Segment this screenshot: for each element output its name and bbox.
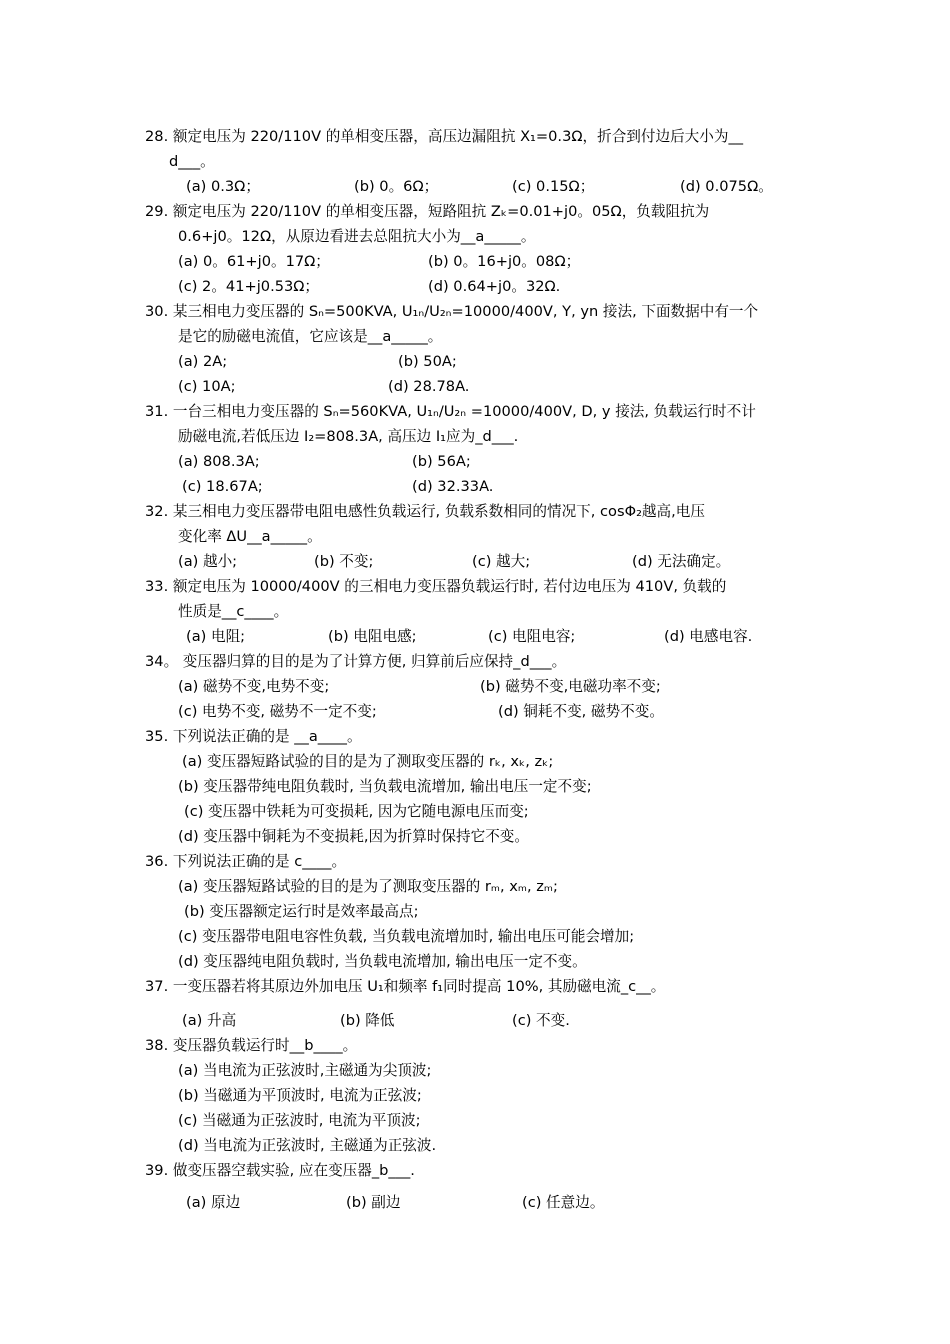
option-d: (d) 28.78A. (388, 378, 470, 395)
option-c: (c) 变压器中铁耗为可变损耗, 因为它随电源电压而变; (184, 803, 529, 820)
option-b: (b) 50A; (398, 353, 457, 370)
option-d: (d) 当电流为正弦波时, 主磁通为正弦波. (178, 1137, 437, 1154)
option-c: (c) 2。41+j0.53Ω； (178, 278, 320, 295)
option-a: (a) 升高 (182, 1012, 237, 1029)
question-text: 35. 下列说法正确的是 __a____。 (145, 728, 362, 745)
option-c: (c) 10A; (178, 378, 236, 395)
option-a: (a) 磁势不变,电势不变; (178, 678, 330, 695)
option-c: (c) 电势不变, 磁势不一定不变; (178, 703, 377, 720)
question-text: 31. 一台三相电力变压器的 Sₙ=560KVA, U₁ₙ/U₂ₙ =10000/400V, D, y 接法, 负载运行时不计 (145, 403, 756, 420)
option-c: (c) 不变. (512, 1012, 570, 1029)
question-28 (145, 124, 810, 174)
question-38 (145, 1033, 810, 1058)
question-text: 37. 一变压器若将其原边外加电压 U₁和频率 f₁同时提高 10%, 其励磁电流_c__。 (145, 978, 666, 995)
option-a: (a) 电阻; (186, 628, 246, 645)
question-text: 32. 某三相电力变压器带电阻电感性负载运行, 负载系数相同的情况下, cosΦ₂越高,电压 (145, 503, 705, 520)
question-text: 34。 变压器归算的目的是为了计算方便, 归算前后应保持_d___。 (145, 653, 567, 670)
option-a: (a) 原边 (186, 1194, 241, 1211)
question-29 (145, 199, 810, 249)
option-a: (a) 变压器短路试验的目的是为了测取变压器的 rₖ, xₖ, zₖ; (182, 753, 554, 770)
option-a: (a) 越小; (178, 553, 238, 570)
option-b: (b) 0。16+j0。08Ω； (428, 253, 581, 270)
option-b: (b) 磁势不变,电磁功率不变; (480, 678, 661, 695)
question-33 (145, 574, 810, 624)
question-text-cont: 是它的励磁电流值，它应该是__a_____。 (178, 328, 443, 345)
question-36 (145, 849, 810, 874)
question-text-cont: d___。 (169, 153, 215, 170)
option-d: (d) 0.64+j0。32Ω. (428, 278, 561, 295)
option-a: (a) 0.3Ω； (186, 178, 260, 195)
option-b: (b) 变压器额定运行时是效率最高点; (184, 903, 419, 920)
question-39 (145, 1158, 810, 1183)
option-c: (c) 0.15Ω； (512, 178, 595, 195)
option-d: (d) 变压器纯电阻负载时, 当负载电流增加, 输出电压一定不变。 (178, 953, 587, 970)
question-text-cont: 性质是__c____。 (178, 603, 289, 620)
option-d: (d) 变压器中铜耗为不变损耗,因为折算时保持它不变。 (178, 828, 529, 845)
question-text: 38. 变压器负载运行时__b____。 (145, 1037, 358, 1054)
option-d: (d) 0.075Ω。 (680, 178, 773, 195)
question-text-cont: 励磁电流,若低压边 I₂=808.3A, 高压边 I₁应为_d___. (178, 428, 519, 445)
option-b: (b) 副边 (346, 1194, 401, 1211)
option-b: (b) 当磁通为平顶波时, 电流为正弦波; (178, 1087, 422, 1104)
question-text: 29. 额定电压为 220/110V 的单相变压器，短路阻抗 Zₖ=0.01+j0。05Ω，负载阻抗为 (145, 203, 710, 220)
option-a: (a) 2A; (178, 353, 228, 370)
question-32 (145, 499, 810, 549)
option-a: (a) 当电流为正弦波时,主磁通为尖顶波; (178, 1062, 432, 1079)
option-b: (b) 变压器带纯电阻负载时, 当负载电流增加, 输出电压一定不变; (178, 778, 592, 795)
question-text-cont: 变化率 ΔU__a_____。 (178, 528, 322, 545)
option-c: (c) 变压器带电阻电容性负载, 当负载电流增加时, 输出电压可能会增加; (178, 928, 635, 945)
option-c: (c) 18.67A; (182, 478, 263, 495)
option-b: (b) 降低 (340, 1012, 395, 1029)
option-b: (b) 0。6Ω； (354, 178, 439, 195)
option-b: (b) 电阻电感; (328, 628, 417, 645)
question-31 (145, 399, 810, 449)
option-c: (c) 当磁通为正弦波时, 电流为平顶波; (178, 1112, 421, 1129)
option-a: (a) 变压器短路试验的目的是为了测取变压器的 rₘ, xₘ, zₘ; (178, 878, 558, 895)
option-c: (c) 任意边。 (522, 1194, 605, 1211)
question-text: 28. 额定电压为 220/110V 的单相变压器，高压边漏阻抗 X₁=0.3Ω，折合到付边后大小为__ (145, 128, 744, 145)
option-d: (d) 无法确定。 (632, 553, 731, 570)
option-a: (a) 0。61+j0。17Ω； (178, 253, 330, 270)
question-35 (145, 724, 810, 749)
option-d: (d) 电感电容. (664, 628, 753, 645)
question-text: 33. 额定电压为 10000/400V 的三相电力变压器负载运行时, 若付边电压为 410V, 负载的 (145, 578, 727, 595)
option-d: (d) 铜耗不变, 磁势不变。 (498, 703, 664, 720)
option-b: (b) 不变; (314, 553, 374, 570)
question-text: 30. 某三相电力变压器的 Sₙ=500KVA, U₁ₙ/U₂ₙ=10000/400V, Y, yn 接法, 下面数据中有一个 (145, 303, 759, 320)
option-a: (a) 808.3A; (178, 453, 260, 470)
question-text-cont: 0.6+j0。12Ω，从原边看进去总阻抗大小为__a_____。 (178, 228, 536, 245)
question-text: 39. 做变压器空载实验, 应在变压器_b___. (145, 1162, 415, 1179)
option-b: (b) 56A; (412, 453, 471, 470)
question-30 (145, 299, 810, 349)
question-34 (145, 649, 810, 674)
question-text: 36. 下列说法正确的是 c____。 (145, 853, 347, 870)
option-c: (c) 电阻电容; (488, 628, 576, 645)
option-d: (d) 32.33A. (412, 478, 494, 495)
question-37 (145, 974, 810, 999)
option-c: (c) 越大; (472, 553, 531, 570)
